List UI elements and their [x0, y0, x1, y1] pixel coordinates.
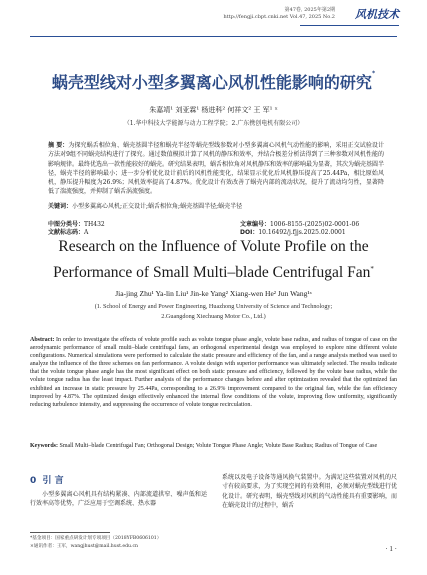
footnote-divider — [30, 532, 110, 533]
authors-cn: 朱嘉靖¹ 刘亚霖¹ 杨进科² 何祥文² 王 军¹ ˣ — [149, 106, 278, 114]
keywords-cn-label: 关键词： — [48, 203, 73, 210]
title-en-fund-mark: * — [370, 265, 374, 273]
keywords-cn — [48, 202, 384, 211]
keywords-en-label: Keywords: — [30, 443, 58, 449]
header-divider — [300, 25, 399, 26]
top-divider — [30, 36, 397, 37]
title-cn-fund-mark: * — [371, 70, 376, 77]
keywords-en — [30, 442, 397, 450]
journal-info-line1: 第47卷, 2025年第2期 — [284, 7, 335, 13]
clc-number — [48, 221, 105, 229]
keywords-en-text: Small Multi–blade Centrifugal Fan; Orthogonal Design; Volute Tongue Phase Angle; Volute Base Radius; Radius of Tongue of Case — [59, 443, 378, 449]
abstract-en — [30, 336, 397, 409]
article-title-en-line1: Research on the Influence of Volute Profile on the — [58, 238, 369, 255]
abstract-en-text: In order to investigate the effects of volute profile such as volute tongue phase angle, volute base radius, and radius of tongue of case on the aerodynamic performance of small multi–blade centrifugal fans, an orthogonal experimental design was employed to explore nine different volute configurations. Numerical simulations were performed to calculate the static pressure and efficiency of the fan, and a range analysis method was used to analyze the influence of the three schemes on fan performance. A volute design with superior performance was ultimately selected. The results indicate that the volute tongue phase angle has the most significant effect on both static pressure and efficiency, followed by the volute base radius, while the volute tongue radius has the least impact. Further analysis of the performance changes before and after optimization revealed that the optimized fan exhibited an increase in static pressure by 25.44Pa, corresponding to a 26.9% improvement compared to the original fan, while the fan efficiency improved by 4.87%. The optimized design effectively enhanced the internal flow conditions of the volute, improving flow uniformity, significantly reducing turbulence intensity, and suppressing the occurrence of volute tongue recirculation. — [30, 337, 397, 408]
intro-left-column: 小型多翼离心风机具有结构紧凑、内部流道拱窄、噪声低和运行效率高等优势，广泛应用于空调系统、热水器 — [30, 491, 207, 508]
article-title-en-line2: Performance of Small Multi–blade Centrifugal Fan — [53, 264, 371, 282]
footnote-corresponding: ×通讯作者：王军，wangjhust@mail.hust.edu.cn — [30, 544, 138, 549]
article-number — [240, 221, 359, 229]
article-title-cn-text: 蜗壳型线对小型多翼离心风机性能影响的研究 — [51, 73, 372, 92]
clc-label: 中图分类号： — [48, 221, 85, 228]
affiliation-en-line1: (1. School of Energy and Power Engineering, Huazhong University of Science and Technology; — [94, 303, 333, 310]
doi-value: 10.16492/j.fjjs.2025.02.0001 — [258, 229, 346, 236]
article-title-cn — [0, 70, 427, 93]
article-number-label: 文章编号： — [240, 221, 271, 228]
clc-value: TH432 — [84, 221, 105, 228]
doc-code-value: A — [84, 229, 89, 236]
affiliation-cn: （1.华中科技大学能源与动力工程学院；2.广东携创电机有限公司） — [123, 120, 304, 127]
section-number: 0 — [30, 476, 37, 486]
abstract-en-label: Abstract: — [30, 337, 55, 343]
journal-info — [223, 7, 335, 21]
footnote-fund: *基金项目：国家重点研发计划专项项目（2018YFB0606101） — [30, 536, 162, 541]
abstract-cn — [48, 141, 384, 197]
affiliation-en — [0, 302, 427, 322]
doc-code-label: 文献标志码： — [48, 229, 85, 236]
journal-info-line2: http://fengji.cbpt.cnki.net Vol.47, 2025 No.2 — [223, 14, 335, 20]
authors-en: Jia-jing Zhu¹ Ya-lin Liu¹ Jin-ke Yang² Xiang-wen He² Jun Wang¹ˣ — [115, 289, 312, 298]
keywords-cn-text: 小型多翼离心风机;正交设计;蜗舌相位角;蜗壳基圆半径;蜗壳半径 — [72, 203, 243, 210]
abstract-cn-text: 为探究蜗舌相位角、蜗壳基圆半径和蜗壳半径等蜗壳型线参数对小型多翼离心风机气动性能的影响，采用正交试验设计方法对9组不同蜗壳结构进行了探究。通过数值模拟计算了风机的静压和效率，并结合极差分析法得到了三种参数对风机性能的影响规律。最终优选出一款性能较好的蜗壳。研究结果表明，蜗舌相位角对风机静压和效率的影响最为显著，其次为蜗壳基圆半径，蜗壳半径的影响最小；进一步分析优化设计前后的风机性能变化，结果显示优化后风机静压提高了25.44Pa，相比原始风机，静压提升幅度为26.9%；风机效率提高了4.87%。优化设计有效改善了蜗壳内部的流动状况，提升了流动均匀性，显著降低了湍流强度，并抑制了蜗舌涡流强度。 — [48, 142, 385, 196]
affiliation-en-line2: 2.Guangdong Xiechuang Motor Co., Ltd.) — [161, 313, 266, 320]
article-title-en — [0, 236, 427, 284]
intro-right-column: 系统以及电子设备等通风换气装置中。为满足这些装置对风机的尺寸有较高要求，为了实现空间的有效利用，必须对蜗壳型线进行优化设计。研究表明，蜗壳型线对风机的气动性能具有重要影响，而在蜗壳设计的过程中，蜗舌 — [222, 474, 397, 509]
section-heading — [30, 473, 64, 486]
abstract-cn-label: 摘 要： — [48, 142, 69, 149]
page-number: · 1 · — [385, 545, 397, 553]
article-number-value: 1006-8155-(2025)02-0001-06 — [270, 221, 360, 228]
section-title: 引 言 — [42, 476, 64, 486]
journal-logo: 风机技术 — [355, 8, 399, 21]
doi-label: DOI： — [240, 229, 259, 236]
